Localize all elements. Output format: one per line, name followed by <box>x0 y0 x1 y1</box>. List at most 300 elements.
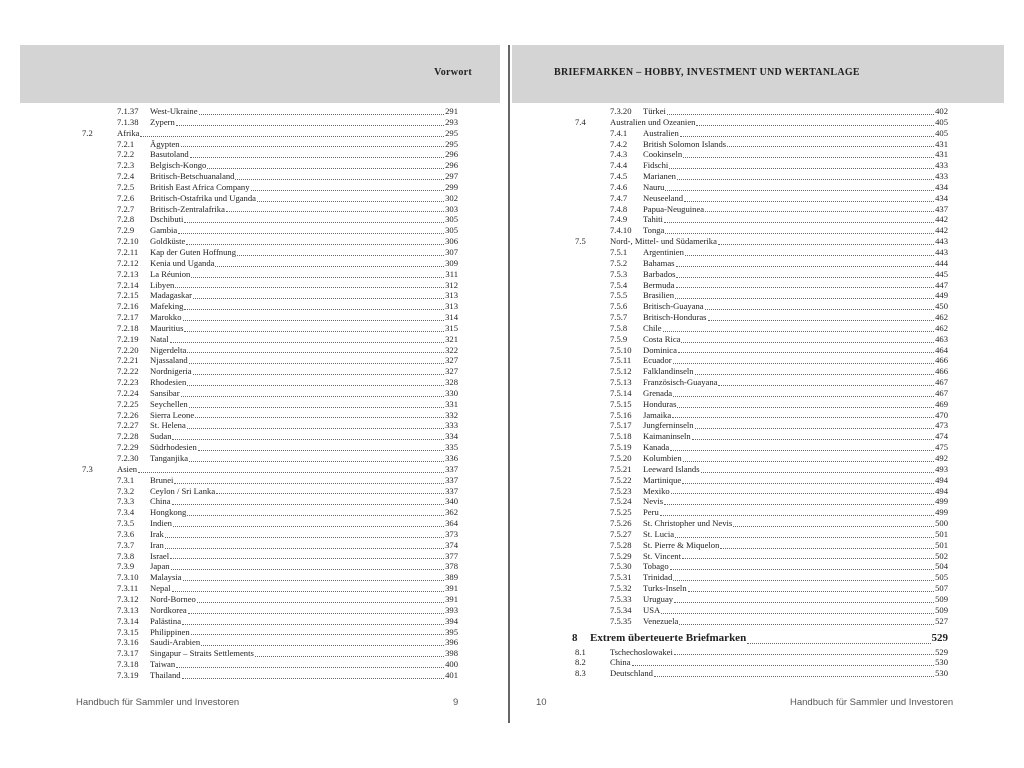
toc-entry <box>82 247 458 258</box>
toc-entry <box>82 399 458 410</box>
toc-entry <box>575 139 948 150</box>
entry-page: 492 <box>935 453 948 463</box>
entry-page: 450 <box>935 301 948 312</box>
entry-page: 462 <box>935 322 948 333</box>
dot-leader <box>174 483 444 484</box>
entry-title: Papua-Neuguinea <box>643 203 705 214</box>
entry-page: 494 <box>935 474 948 485</box>
dot-leader <box>198 450 444 451</box>
entry-number: 7.4.5 <box>610 171 628 182</box>
toc-entry <box>82 345 458 356</box>
entry-page: 337 <box>445 474 458 485</box>
right-page <box>512 0 1004 768</box>
entry-number: 7.4.8 <box>610 203 628 214</box>
dot-leader <box>696 125 934 126</box>
dot-leader <box>189 363 444 364</box>
dot-leader <box>683 157 934 158</box>
dot-leader <box>727 146 934 147</box>
entry-title: USA <box>643 604 661 615</box>
entry-page: 442 <box>935 214 948 225</box>
toc-entry <box>575 647 948 658</box>
dot-leader <box>733 526 934 527</box>
running-header <box>512 45 1004 103</box>
dot-leader <box>172 504 445 505</box>
entry-page: 431 <box>935 138 948 149</box>
toc-entry <box>575 464 948 475</box>
entry-page: 328 <box>445 377 458 388</box>
entry-page: 331 <box>445 398 458 409</box>
entry-page: 447 <box>935 279 948 290</box>
entry-title: Kanada <box>643 442 670 453</box>
entry-title: Britisch-Honduras <box>643 312 707 323</box>
entry-page: 330 <box>445 387 458 398</box>
toc-entry <box>82 507 458 518</box>
toc-entry <box>82 420 458 431</box>
entry-number: 7.5.35 <box>610 615 632 626</box>
entry-number: 7.2.6 <box>117 192 135 203</box>
toc-entry <box>575 269 948 280</box>
toc-entry <box>82 366 458 377</box>
dot-leader <box>677 179 934 180</box>
entry-title: Neuseeland <box>643 192 684 203</box>
dot-leader <box>695 374 935 375</box>
toc-entry <box>575 496 948 507</box>
entry-title: Ceylon / Sri Lanka <box>150 485 216 496</box>
entry-page: 321 <box>445 333 458 344</box>
entry-number: 7.3.7 <box>117 539 135 550</box>
toc-entry <box>575 551 948 562</box>
entry-title: Nord-, Mittel- und Südamerika <box>610 236 717 247</box>
toc-entry <box>82 627 458 638</box>
entry-title: Honduras <box>643 398 677 409</box>
entry-number: 7.5.25 <box>610 507 632 518</box>
toc-entry <box>575 518 948 529</box>
dot-leader <box>216 493 444 494</box>
entry-page: 389 <box>445 572 458 583</box>
dot-leader <box>684 201 934 202</box>
entry-number: 7.2.15 <box>117 290 139 301</box>
dot-leader <box>683 461 934 462</box>
dot-leader <box>695 428 935 429</box>
entry-number: 7.2.3 <box>117 160 135 171</box>
toc-entry <box>82 312 458 323</box>
entry-page: 474 <box>935 431 948 442</box>
entry-page: 529 <box>931 631 948 644</box>
table-of-contents <box>82 106 458 681</box>
entry-title: Tanganjika <box>150 453 189 463</box>
toc-entry <box>575 616 948 627</box>
entry-page: 509 <box>935 604 948 615</box>
entry-number: 7.5.14 <box>610 387 632 398</box>
toc-entry <box>82 410 458 421</box>
toc-entry <box>82 475 458 486</box>
toc-entry <box>575 312 948 323</box>
entry-page: 469 <box>935 398 948 409</box>
entry-title: Extrem überteuerte Briefmarken <box>590 631 747 644</box>
dot-leader <box>183 580 445 581</box>
entry-title: Taiwan <box>150 659 176 670</box>
entry-number: 7.2.2 <box>117 149 135 160</box>
dot-leader <box>674 654 934 655</box>
dot-leader <box>747 643 930 644</box>
toc-entry <box>575 657 948 668</box>
toc-entry <box>82 583 458 594</box>
entry-page: 337 <box>445 463 458 474</box>
toc-entry <box>575 366 948 377</box>
dot-leader <box>140 136 444 137</box>
toc-entry <box>82 280 458 291</box>
entry-number: 7.2.24 <box>117 387 139 398</box>
running-header <box>20 45 500 103</box>
entry-number: 7.5.20 <box>610 453 632 463</box>
entry-title: St. Christopher und Nevis <box>643 518 733 529</box>
entry-number: 7.5.22 <box>610 474 632 485</box>
entry-number: 7.5.17 <box>610 420 632 431</box>
toc-entry <box>575 323 948 334</box>
entry-number: 7.5.34 <box>610 604 632 615</box>
entry-page: 445 <box>935 268 948 279</box>
dot-leader <box>255 656 444 657</box>
entry-title: Kaimaninseln <box>643 431 691 442</box>
entry-title: Israel <box>150 550 170 561</box>
dot-leader <box>664 504 934 505</box>
dot-leader <box>708 320 935 321</box>
entry-number: 7.2.20 <box>117 344 139 355</box>
header-title: Vorwort <box>434 67 472 78</box>
left-page <box>20 0 500 768</box>
dot-leader <box>187 352 444 353</box>
entry-title: Bahamas <box>643 257 675 268</box>
entry-title: La Réunion <box>150 268 191 279</box>
entry-title: Dschibuti <box>150 214 184 225</box>
entry-title: Chile <box>643 322 662 333</box>
entry-title: Kolumbien <box>643 453 682 463</box>
entry-number: 7.2.10 <box>117 236 139 247</box>
dot-leader <box>173 526 444 527</box>
entry-number: 7.2.30 <box>117 453 139 463</box>
entry-title: Palästina <box>150 615 182 626</box>
entry-number: 7.5.7 <box>610 312 628 323</box>
entry-title: Jungferninseln <box>643 420 694 431</box>
dot-leader <box>176 125 444 126</box>
entry-number: 8.3 <box>575 668 586 679</box>
entry-number: 7.2.5 <box>117 181 135 192</box>
toc-entry <box>575 572 948 583</box>
entry-page: 467 <box>935 377 948 388</box>
toc-entry <box>82 290 458 301</box>
entry-title: China <box>610 657 631 668</box>
entry-page: 493 <box>935 463 948 474</box>
toc-entry <box>575 117 948 128</box>
entry-page: 291 <box>445 106 458 116</box>
dot-leader <box>679 624 934 625</box>
entry-title: Französisch-Guayana <box>643 377 718 388</box>
entry-page: 499 <box>935 507 948 518</box>
dot-leader <box>705 309 934 310</box>
entry-number: 7.2.7 <box>117 203 135 214</box>
toc-entry <box>82 594 458 605</box>
entry-page: 464 <box>935 344 948 355</box>
toc-entry <box>575 334 948 345</box>
entry-title: Goldküste <box>150 236 186 247</box>
toc-entry <box>575 355 948 366</box>
entry-title: St. Helena <box>150 420 186 431</box>
dot-leader <box>677 407 934 408</box>
entry-title: Indien <box>150 518 172 529</box>
toc-entry <box>575 442 948 453</box>
toc-entry <box>82 377 458 388</box>
entry-page: 405 <box>935 127 948 138</box>
dot-leader <box>184 309 444 310</box>
entry-title: Barbados <box>643 268 676 279</box>
toc-entry <box>572 631 948 646</box>
entry-number: 7.2.25 <box>117 398 139 409</box>
dot-leader <box>705 211 934 212</box>
entry-number: 7.3.9 <box>117 561 135 572</box>
dot-leader <box>182 678 445 679</box>
entry-page: 313 <box>445 290 458 301</box>
entry-page: 434 <box>935 181 948 192</box>
page-number: 10 <box>536 697 547 708</box>
toc-entry <box>575 301 948 312</box>
entry-page: 405 <box>935 116 948 127</box>
entry-page: 396 <box>445 637 458 648</box>
entry-page: 529 <box>935 646 948 657</box>
entry-number: 7.2.23 <box>117 377 139 388</box>
entry-page: 449 <box>935 290 948 301</box>
entry-page: 400 <box>445 659 458 670</box>
toc-entry <box>82 605 458 616</box>
entry-title: Philippinen <box>150 626 190 637</box>
entry-page: 473 <box>935 420 948 431</box>
entry-number: 7.5.33 <box>610 593 632 604</box>
entry-title: Marianen <box>643 171 676 182</box>
entry-title: British East Africa Company <box>150 181 250 192</box>
entry-page: 443 <box>935 236 948 247</box>
entry-number: 7.2 <box>82 127 93 138</box>
entry-title: Britisch-Guayana <box>643 301 704 312</box>
page-divider <box>508 45 510 723</box>
entry-title: Gambia <box>150 225 178 236</box>
dot-leader <box>182 624 444 625</box>
entry-page: 494 <box>935 485 948 496</box>
entry-title: Fidschi <box>643 160 669 171</box>
dot-leader <box>688 591 934 592</box>
entry-page: 334 <box>445 431 458 442</box>
entry-title: Mauritius <box>150 322 184 333</box>
dot-leader <box>665 190 934 191</box>
entry-number: 7.3.10 <box>117 572 139 583</box>
header-title: BRIEFMARKEN – HOBBY, INVESTMENT UND WERTANLAGE <box>554 67 860 78</box>
dot-leader <box>678 352 934 353</box>
entry-number: 7.5.8 <box>610 322 628 333</box>
entry-title: Türkei <box>643 106 666 116</box>
dot-leader <box>175 287 444 288</box>
entry-number: 7.3.13 <box>117 604 139 615</box>
dot-leader <box>189 407 444 408</box>
entry-title: Marokko <box>150 312 182 323</box>
toc-entry <box>82 149 458 160</box>
entry-page: 327 <box>445 366 458 377</box>
entry-page: 378 <box>445 561 458 572</box>
entry-number: 7.4.6 <box>610 181 628 192</box>
entry-title: Peru <box>643 507 659 518</box>
entry-title: Nigerdelta <box>150 344 187 355</box>
toc-entry <box>575 345 948 356</box>
entry-page: 393 <box>445 604 458 615</box>
entry-page: 315 <box>445 322 458 333</box>
entry-title: Tschechoslowakei <box>610 646 673 657</box>
entry-title: St. Pierre & Miquelon <box>643 539 720 550</box>
dot-leader <box>170 342 444 343</box>
entry-page: 470 <box>935 409 948 420</box>
entry-title: Hongkong <box>150 507 187 518</box>
toc-entry <box>82 139 458 150</box>
entry-page: 398 <box>445 648 458 659</box>
entry-page: 293 <box>445 116 458 127</box>
dot-leader <box>138 472 444 473</box>
toc-entry <box>575 106 948 117</box>
entry-number: 7.2.16 <box>117 301 139 312</box>
toc-entry <box>82 648 458 659</box>
entry-number: 7.5.32 <box>610 583 632 594</box>
dot-leader <box>251 190 445 191</box>
entry-number: 7.2.19 <box>117 333 139 344</box>
entry-number: 7.3.11 <box>117 583 139 594</box>
table-of-contents <box>572 106 948 679</box>
dot-leader <box>670 569 934 570</box>
entry-page: 502 <box>935 550 948 561</box>
dot-leader <box>701 472 935 473</box>
toc-entry <box>575 258 948 269</box>
entry-title: Dominica <box>643 344 677 355</box>
toc-entry <box>82 128 458 139</box>
entry-number: 7.4.7 <box>610 192 628 203</box>
entry-title: Brunei <box>150 474 174 485</box>
entry-page: 391 <box>445 583 458 594</box>
toc-entry <box>82 659 458 670</box>
entry-number: 7.3.14 <box>117 615 139 626</box>
entry-number: 7.4.10 <box>610 225 632 236</box>
toc-entry <box>575 475 948 486</box>
entry-title: Jamaika <box>643 409 672 420</box>
entry-number: 7.3.16 <box>117 637 139 648</box>
entry-title: Brasilien <box>643 290 675 301</box>
entry-title: Uruguay <box>643 593 674 604</box>
toc-entry <box>575 529 948 540</box>
entry-title: Japan <box>150 561 170 572</box>
footer-title: Handbuch für Sammler und Investoren <box>790 697 954 708</box>
entry-title: Madagaskar <box>150 290 192 301</box>
toc-entry <box>575 160 948 171</box>
entry-page: 297 <box>445 171 458 182</box>
entry-title: Nepal <box>150 583 171 594</box>
dot-leader <box>187 428 444 429</box>
entry-title: Sierra Leone <box>150 409 195 420</box>
toc-entry <box>575 171 948 182</box>
entry-number: 7.5.6 <box>610 301 628 312</box>
entry-title: Leeward Islands <box>643 463 700 474</box>
dot-leader <box>178 233 444 234</box>
entry-number: 7.5.10 <box>610 344 632 355</box>
entry-page: 500 <box>935 518 948 529</box>
entry-title: Sansibar <box>150 387 180 398</box>
entry-title: Mafeking <box>150 301 184 312</box>
entry-title: Turks-Inseln <box>643 583 687 594</box>
entry-title: Trinidad <box>643 572 673 583</box>
entry-number: 7.3.20 <box>610 106 632 116</box>
entry-page: 312 <box>445 279 458 290</box>
dot-leader <box>675 537 934 538</box>
entry-title: Seychellen <box>150 398 188 409</box>
entry-page: 509 <box>935 593 948 604</box>
entry-title: Singapur – Straits Settlements <box>150 648 254 659</box>
entry-page: 462 <box>935 312 948 323</box>
toc-entry <box>575 594 948 605</box>
entry-number: 7.3.6 <box>117 528 135 539</box>
entry-title: Belgisch-Kongo <box>150 160 207 171</box>
entry-page: 302 <box>445 192 458 203</box>
entry-page: 501 <box>935 539 948 550</box>
dot-leader <box>661 613 934 614</box>
toc-entry <box>575 193 948 204</box>
entry-title: Argentinien <box>643 246 684 257</box>
dot-leader <box>187 385 444 386</box>
dot-leader <box>183 320 445 321</box>
entry-page: 364 <box>445 518 458 529</box>
dot-leader <box>237 255 444 256</box>
toc-entry <box>82 171 458 182</box>
entry-number: 7.3.19 <box>117 669 139 680</box>
toc-entry <box>82 431 458 442</box>
toc-entry <box>82 551 458 562</box>
dot-leader <box>680 136 934 137</box>
entry-title: West-Ukraine <box>150 106 198 116</box>
entry-title: British Solomon Islands <box>643 138 727 149</box>
entry-title: Ecuador <box>643 355 672 366</box>
entry-number: 7.2.22 <box>117 366 139 377</box>
entry-page: 530 <box>935 657 948 668</box>
entry-title: Rhodesien <box>150 377 187 388</box>
entry-title: Nord-Borneo <box>150 593 196 604</box>
toc-entry <box>82 518 458 529</box>
toc-entry <box>575 561 948 572</box>
entry-number: 7.3.17 <box>117 648 139 659</box>
entry-page: 313 <box>445 301 458 312</box>
entry-number: 7.5 <box>575 236 586 247</box>
entry-page: 505 <box>935 572 948 583</box>
toc-entry <box>82 496 458 507</box>
entry-title: Martinique <box>643 474 682 485</box>
toc-entry <box>575 507 948 518</box>
entry-number: 7.5.12 <box>610 366 632 377</box>
entry-title: Falklandinseln <box>643 366 694 377</box>
toc-entry <box>575 431 948 442</box>
toc-entry <box>82 561 458 572</box>
entry-number: 7.2.21 <box>117 355 139 366</box>
toc-entry <box>82 388 458 399</box>
entry-number: 7.2.17 <box>117 312 139 323</box>
entry-number: 7.4.4 <box>610 160 628 171</box>
entry-title: Iran <box>150 539 164 550</box>
dot-leader <box>191 634 444 635</box>
entry-page: 394 <box>445 615 458 626</box>
entry-title: Australien und Ozeanien <box>610 116 696 127</box>
entry-title: Sudan <box>150 431 172 442</box>
entry-page: 443 <box>935 246 948 257</box>
toc-entry <box>82 193 458 204</box>
entry-number: 7.4.9 <box>610 214 628 225</box>
